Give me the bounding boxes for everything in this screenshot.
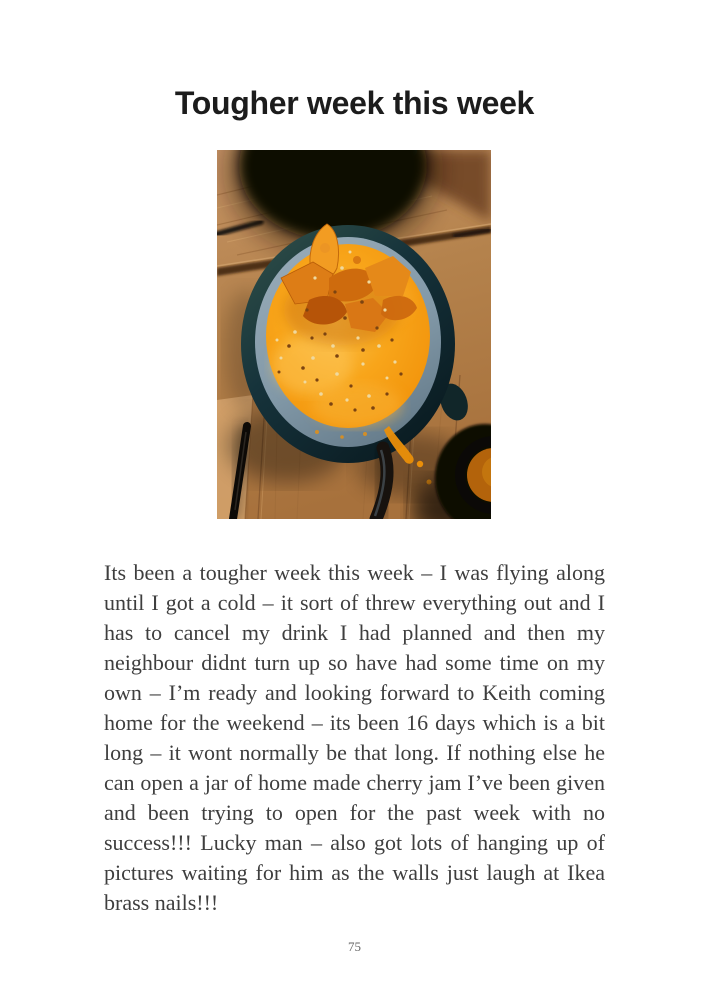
body-paragraph: Its been a tougher week this week – I was flying along until I got a cold – it sort of threw everything out and I has to cancel my drink I had planned and then my neighbour didnt turn up so have had some time on my own – I’m ready and looking forward to Keith coming home for the weekend – its been 16 days which is a bit long – it wont normally be that long. If nothing else he can open a jar of home made cherry jam I’ve been given and been trying to open for the past week with no success!!! Lucky man – also got lots of hanging up of pictures waiting for him as the walls just laugh at Ikea brass nails!!! — [104, 560, 605, 915]
soup-bowl-illustration — [217, 150, 491, 519]
page-title: Tougher week this week — [174, 85, 535, 121]
page-number: 75 — [348, 939, 361, 954]
article-photo — [217, 150, 491, 519]
